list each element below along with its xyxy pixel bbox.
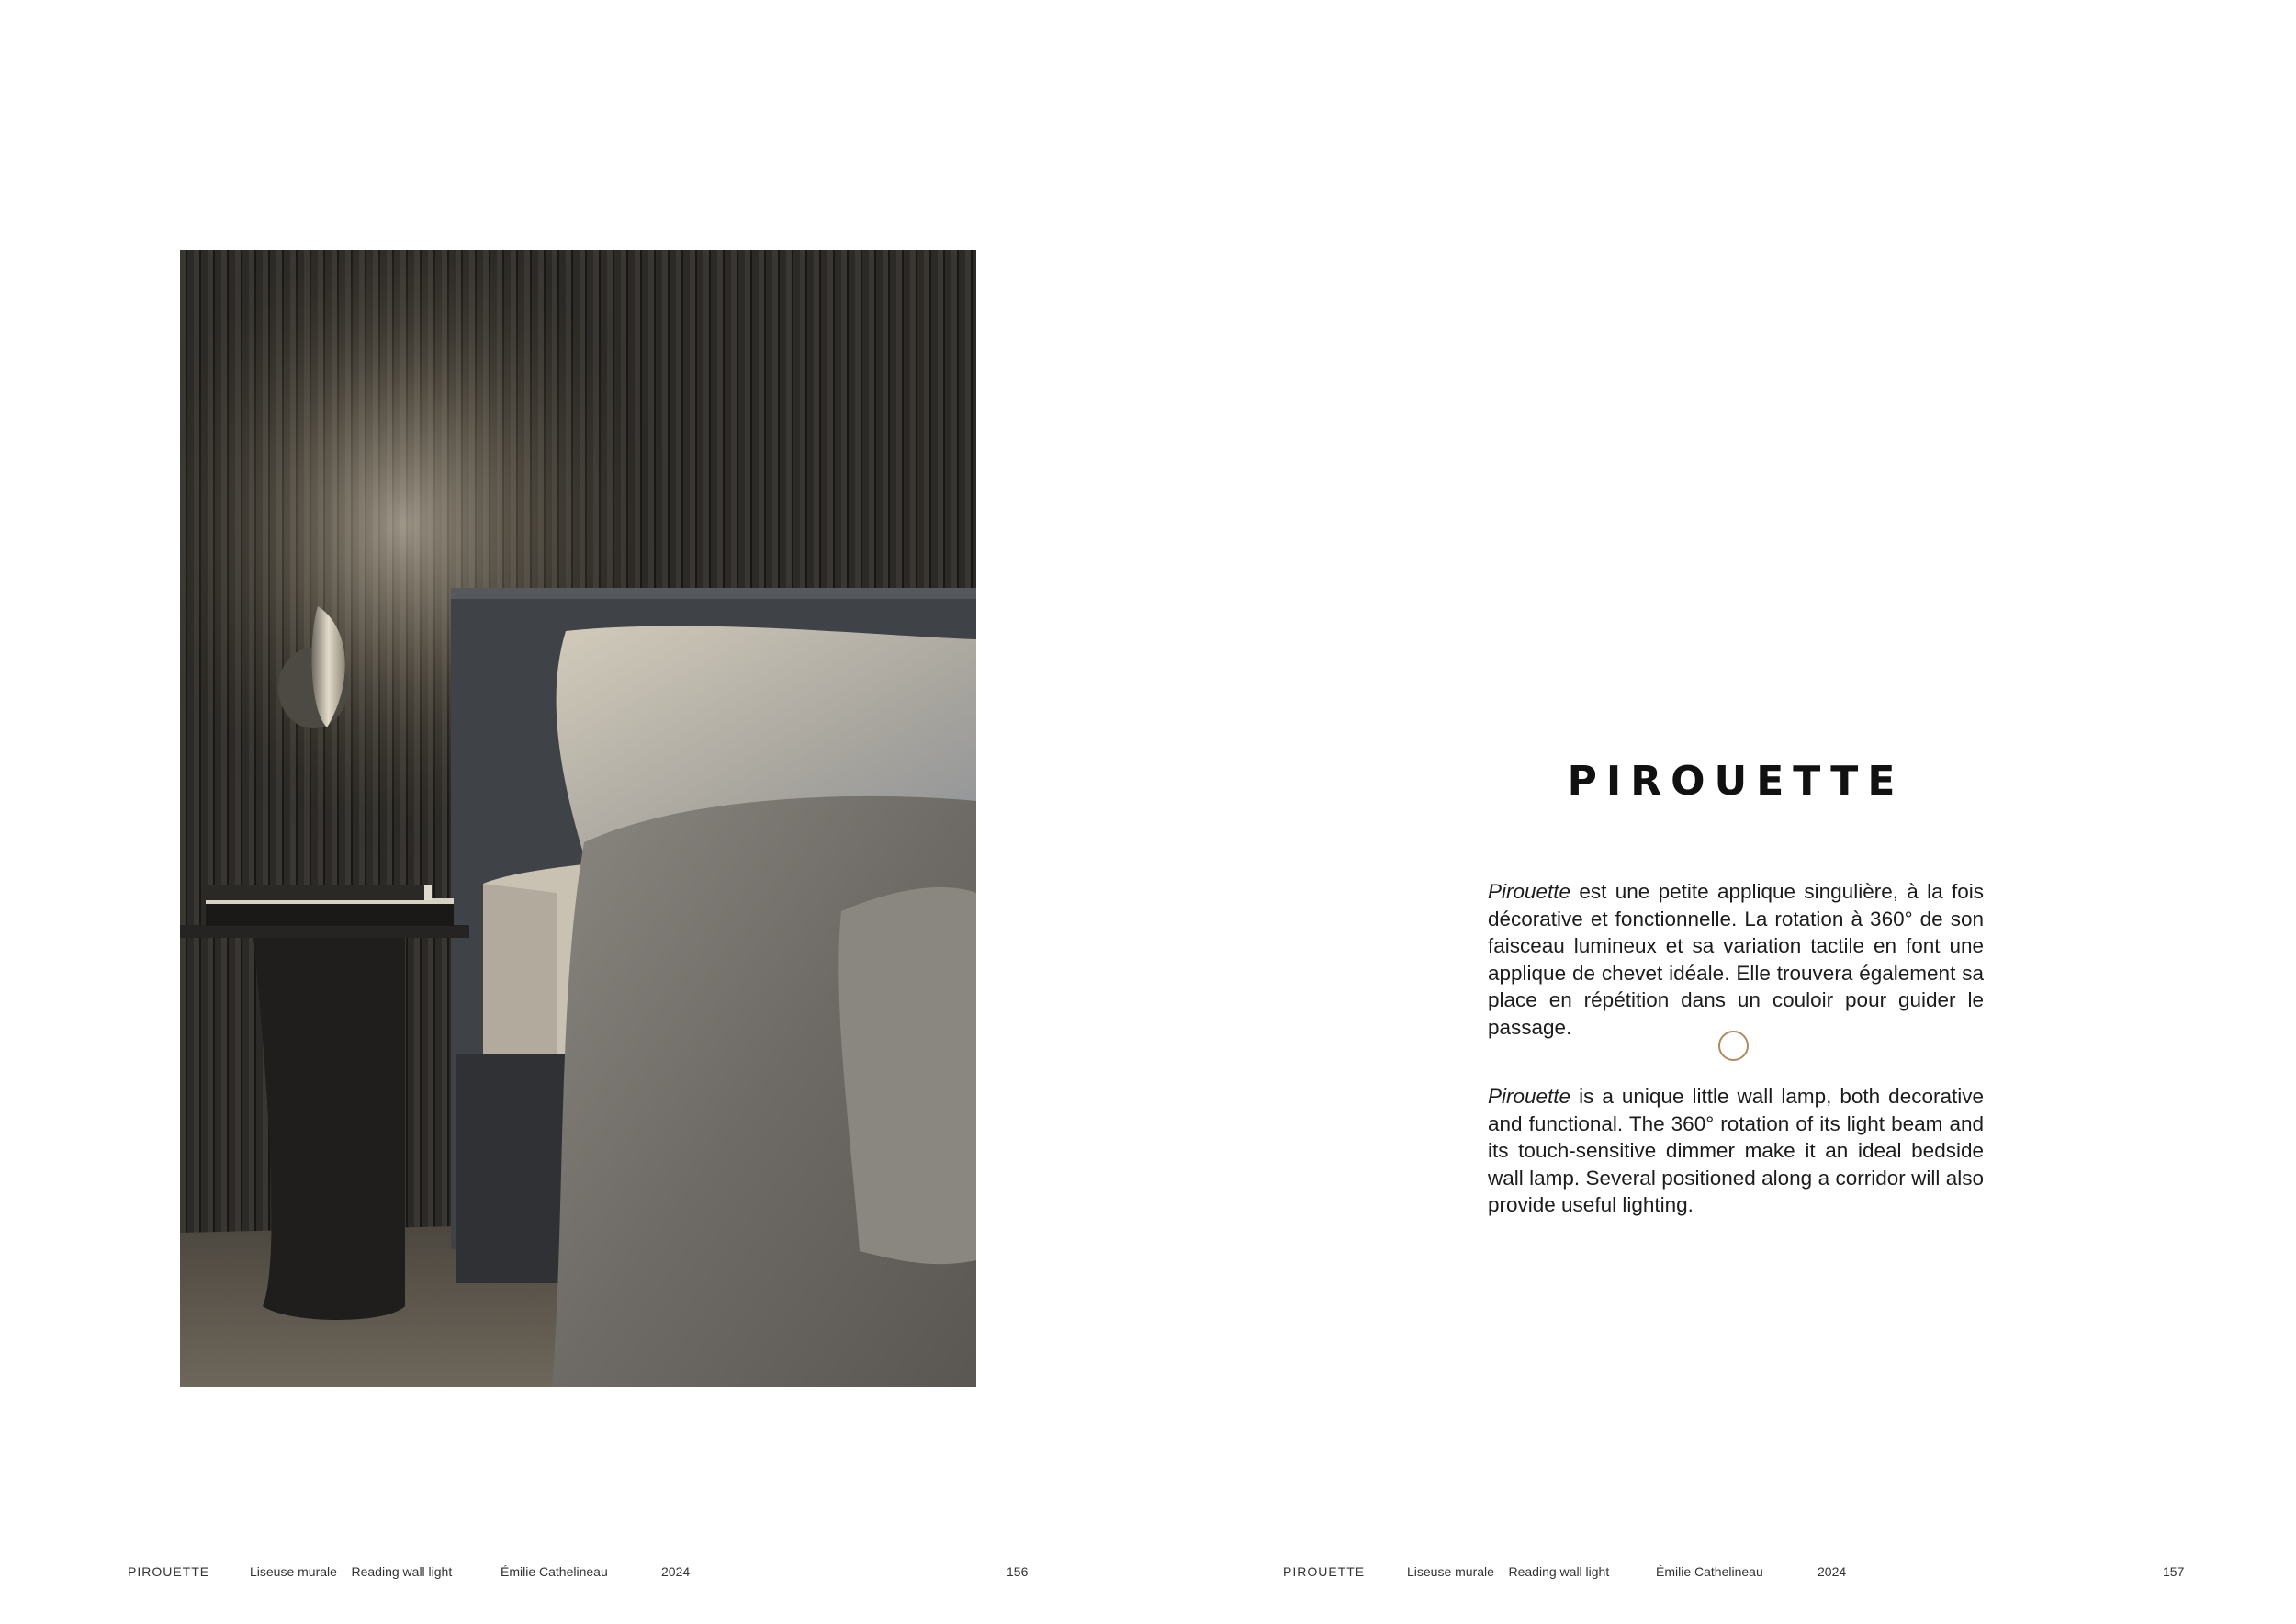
footer-left-designer: Émilie Cathelineau [501, 1564, 608, 1579]
product-title: PIROUETTE [1567, 758, 1905, 805]
footer-right-year: 2024 [1818, 1564, 1847, 1579]
bedroom-illustration [180, 250, 976, 1387]
description-english [1488, 1083, 1984, 1219]
product-name-fr: Pirouette [1488, 880, 1571, 903]
description-french-body: est une petite applique singulière, à la fois décorative et fonctionnelle. La rotation à 360° de son faisceau lumineux et sa variation tactile en font une applique de chevet idéale. Elle trouvera également sa place en répétition dans un couloir pour guider le passage. [1488, 880, 1984, 1039]
description-english-body: is a unique little wall lamp, both decorative and functional. The 360° rotation of its light beam and its touch-sensitive dimmer make it an ideal bedside wall lamp. Several positioned along a corridor will also provide useful lighting. [1488, 1085, 1984, 1216]
footer-right-category: Liseuse murale – Reading wall light [1407, 1564, 1610, 1579]
product-name-en: Pirouette [1488, 1085, 1571, 1108]
footer-right-page-number: 157 [2163, 1564, 2185, 1579]
footer-left-year: 2024 [661, 1564, 691, 1579]
circle-divider-icon [1718, 1031, 1749, 1061]
footer-right-product: PIROUETTE [1283, 1564, 1366, 1579]
footer-right-designer: Émilie Cathelineau [1656, 1564, 1763, 1579]
bedroom-photo [180, 250, 976, 1387]
description-french [1488, 878, 1984, 1041]
footer-left-product: PIROUETTE [128, 1564, 210, 1579]
footer-left-category: Liseuse murale – Reading wall light [250, 1564, 453, 1579]
footer-left-page-number: 156 [1007, 1564, 1029, 1579]
